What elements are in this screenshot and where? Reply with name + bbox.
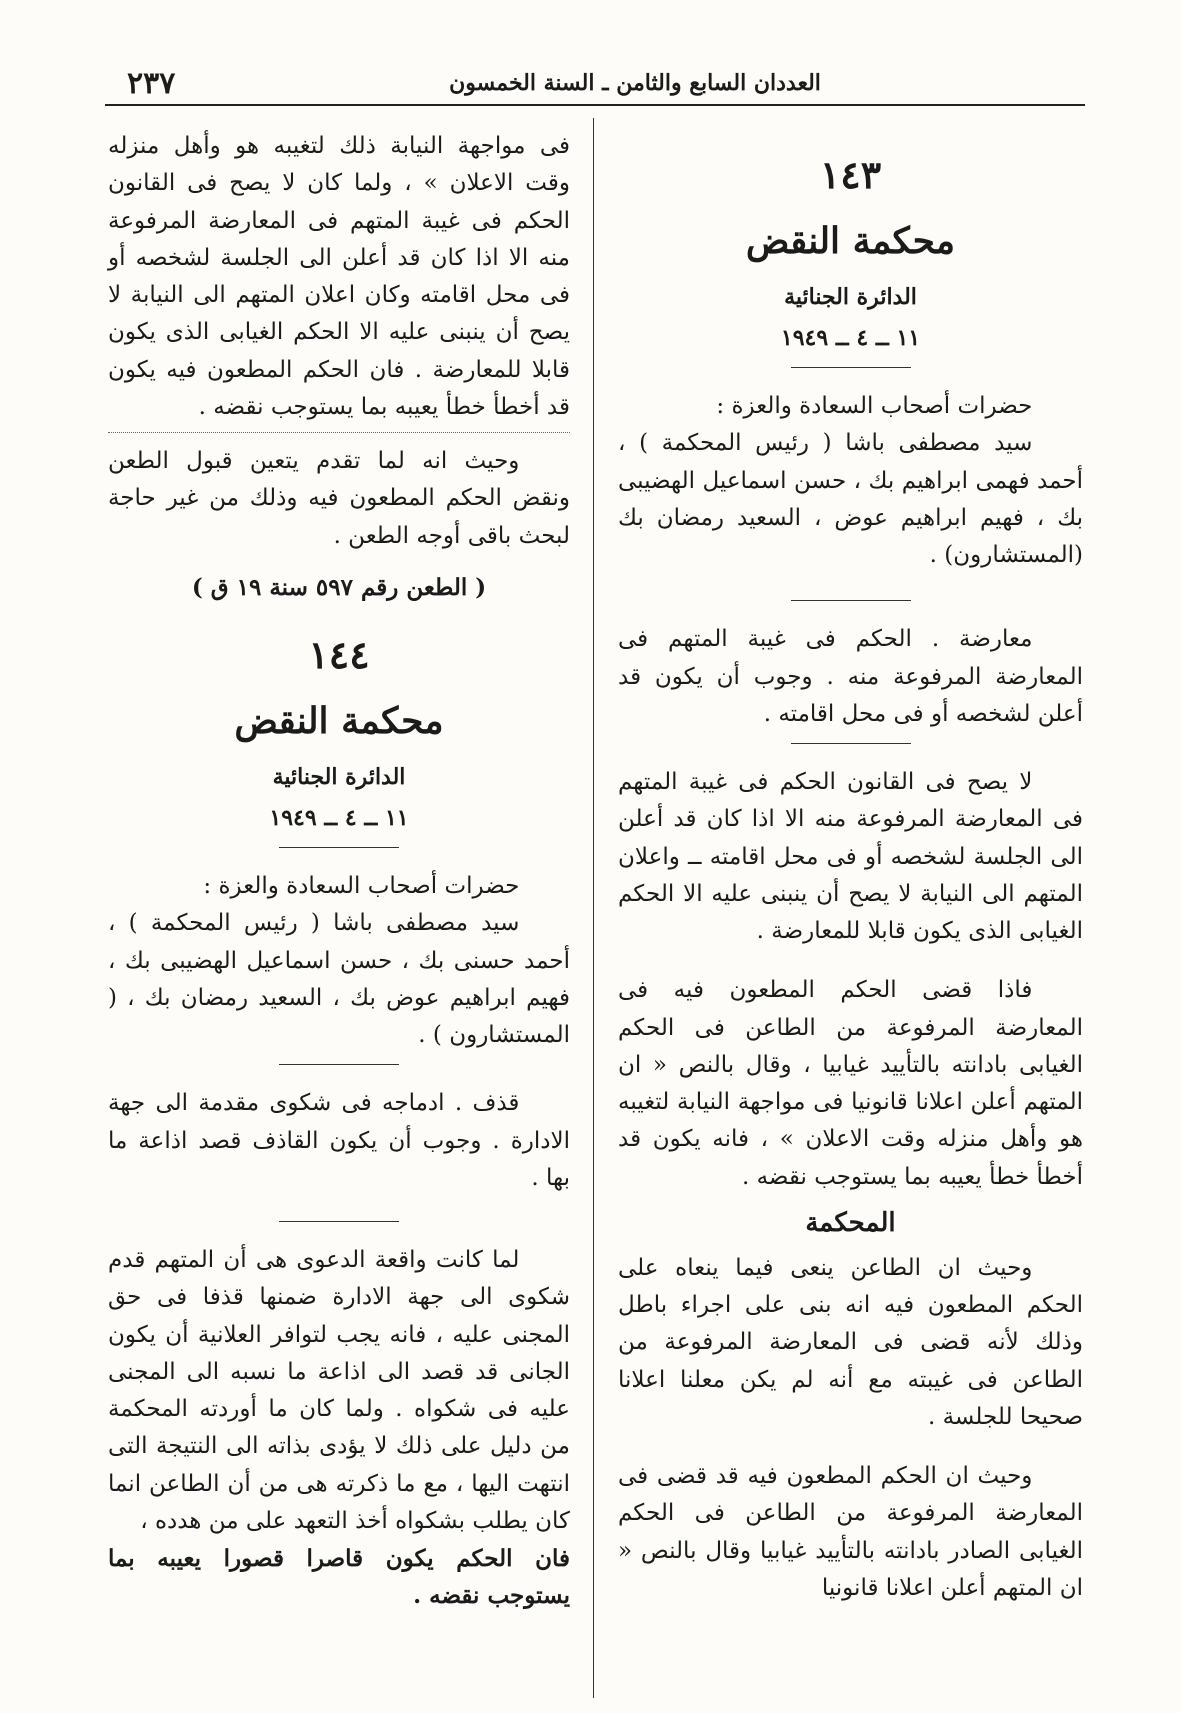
appeal-reference: ( الطعن رقم ٥٩٧ سنة ١٩ ق ) <box>191 573 487 601</box>
separator <box>279 847 399 848</box>
principle: لا يصح فى القانون الحكم فى غيبة المتهم فى المعارضة المرفوعة منه الا اذا كان قد أعلن الى الجلسة لشخصه أو فى محل اقامته ــ واعلان المتهم الى النيابة لا يصح أن ينبنى عليه الا الحكم الغيابى الذى يكون قابلا للمعارضة . <box>618 769 1083 945</box>
court-title: محكمة النقض <box>745 219 956 262</box>
session-date: ١١ ــ ٤ ــ ١٩٤٩ <box>269 805 409 832</box>
continuation-paragraph: فى مواجهة النيابة ذلك لتغيبه هو وأهل منزله وقت الاعلان » ، ولما كان لا يصح فى القانون الحكم فى غيبة المتهم فى المعارضة المرفوعة منه الا اذا كان قد أعلن الى الجلسة لشخصه أو فى محل اقامته وكان اعلان المتهم الى النيابة لا يصح أن ينبنى عليه الا الحكم الغيابى الذى يكون قابلا للمعارضة . فان الحكم المطعون فيه يكون قد أخطأ خطأ يعيبه بما يستوجب نقضه . <box>108 133 570 420</box>
presence-title: حضرات أصحاب السعادة والعزة : <box>203 873 520 900</box>
judges-list: سيد مصطفى باشا ( رئيس المحكمة ) ، أحمد فهمى ابراهيم بك ، حسن اسماعيل الهضيبى بك ، فهيم ابراهيم عوض ، السعيد رمضان بك (المستشارون) . <box>618 430 1083 569</box>
case-number: ١٤٣ <box>819 152 882 197</box>
judges-list: سيد مصطفى باشا ( رئيس المحكمة ) ، أحمد حسنى بك ، حسن اسماعيل الهضيبى بك ، فهيم ابراهيم عوض بك ، السعيد رمضان بك ، ( المستشارون ) . <box>108 910 570 1049</box>
right-column <box>618 128 1083 1607</box>
page-number: ٢٣٧ <box>127 66 176 101</box>
separator <box>279 1064 399 1065</box>
principle-end: فان الحكم يكون قاصرا قصورا يعيبه بما يستوجب نقضه . <box>108 1545 570 1610</box>
court-heading: المحكمة <box>805 1207 896 1238</box>
separator <box>791 367 911 368</box>
circuit-title: الدائرة الجنائية <box>784 283 917 310</box>
separator <box>279 1221 399 1222</box>
left-column <box>108 128 570 1615</box>
headnote: قذف . ادماجه فى شكوى مقدمة الى جهة الادارة . وجوب أن يكون القاذف قصد اذاعة ما بها . <box>108 1090 570 1191</box>
principle: لما كانت واقعة الدعوى هى أن المتهم قدم شكوى الى جهة الادارة ضمنها قذفا فى حق المجنى عليه ، فانه يجب لتوافر العلانية أن يكون الجانى قد قصد الى اذاعة ما نسبه الى المجنى عليه فى شكواه . ولما كان ما أوردته المحكمة من دليل على ذلك لا يؤدى بذاته الى النتيجة التى انتهت اليها ، مع ما ذكرته هى من أن الطاعن انما كان يطلب بشكواه أخذ التعهد على من هدده ، <box>108 1247 570 1534</box>
session-date: ١١ ــ ٤ ــ ١٩٤٩ <box>780 325 921 352</box>
conclusion-paragraph: وحيث انه لما تقدم يتعين قبول الطعن ونقض الحكم المطعون فيه وذلك من غير حاجة لبحث باقى أوجه الطعن . <box>108 448 570 549</box>
column-divider <box>593 118 594 1698</box>
page-header <box>105 58 1085 106</box>
separator <box>791 600 911 601</box>
running-title: العددان السابع والثامن ـ السنة الخمسون <box>449 70 821 96</box>
headnote: معارضة . الحكم فى غيبة المتهم فى المعارضة المرفوعة منه . وجوب أن يكون قد أعلن لشخصه أو فى محل اقامته . <box>618 626 1083 727</box>
reasoning-paragraph: وحيث ان الطاعن ينعى فيما ينعاه على الحكم المطعون فيه انه بنى على اجراء باطل وذلك لأنه قضى فى المعارضة المرفوعة من الطاعن فى غيبته مع أنه لم يكن معلنا اعلانا صحيحا للجلسة . <box>618 1254 1083 1430</box>
presence-title: حضرات أصحاب السعادة والعزة : <box>716 393 1033 420</box>
facts-paragraph: فاذا قضى الحكم المطعون فيه فى المعارضة المرفوعة من الطاعن فى الحكم الغيابى بادانته بالتأييد غيابيا ، وقال بالنص « ان المتهم أعلن اعلانا قانونيا فى مواجهة النيابة لتغيبه هو وأهل منزله وقت الاعلان » ، فانه يكون قد أخطأ خطأ يعيبه بما يستوجب نقضه . <box>618 977 1083 1190</box>
court-title: محكمة النقض <box>234 699 444 742</box>
case-number: ١٤٤ <box>308 632 370 677</box>
circuit-title: الدائرة الجنائية <box>272 763 406 790</box>
reasoning-paragraph: وحيث ان الحكم المطعون فيه قد قضى فى المعارضة المرفوعة من الطاعن فى الحكم الغيابى الصادر بادانته بالتأييد غيابيا وقال بالنص « ان المتهم أعلن اعلانا قانونيا <box>618 1463 1083 1601</box>
separator <box>108 432 570 433</box>
separator <box>791 743 911 744</box>
